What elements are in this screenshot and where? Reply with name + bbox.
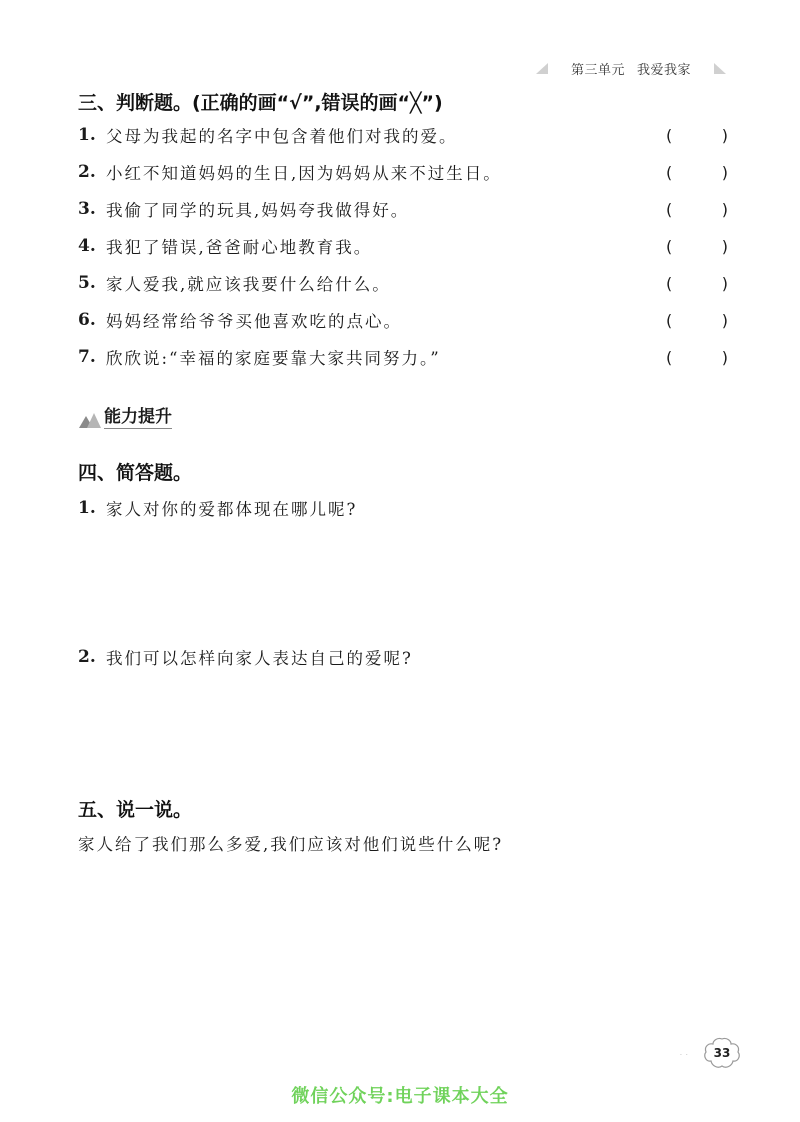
answer-blank[interactable]: ( ) [666, 347, 730, 367]
item-number: 2. [78, 162, 96, 182]
item-text: 我偷了同学的玩具,妈妈夸我做得好。 [106, 201, 410, 220]
header-left-triangle-icon [536, 63, 548, 74]
short-answer-question-1 [78, 495, 730, 521]
answer-blank[interactable]: ( ) [666, 125, 730, 145]
item-number: 7. [78, 347, 96, 367]
mountain-icon [78, 411, 102, 429]
item-number: 5. [78, 273, 96, 293]
item-text: 父母为我起的名字中包含着他们对我的爱。 [106, 127, 458, 146]
item-number: 4. [78, 236, 96, 256]
judge-item-3 [78, 196, 730, 222]
answer-blank[interactable]: ( ) [666, 273, 730, 293]
ability-label: 能力提升 [104, 402, 172, 429]
answer-blank[interactable]: ( ) [666, 162, 730, 182]
item-number: 1. [78, 498, 96, 518]
header-text [571, 59, 691, 78]
page-number: 33 [713, 1046, 731, 1060]
unit-label: 第三单元 [570, 62, 625, 78]
judge-item-2 [78, 159, 730, 185]
short-answer-question-2 [78, 644, 730, 670]
header-right-triangle-icon [714, 63, 726, 74]
item-text: 我们可以怎样向家人表达自己的爱呢? [106, 649, 413, 668]
answer-blank[interactable]: ( ) [666, 199, 730, 219]
answer-blank[interactable]: ( ) [666, 236, 730, 256]
page-number-badge [702, 1036, 742, 1070]
item-number: 1. [78, 125, 96, 145]
judge-item-6 [78, 307, 730, 333]
item-text: 妈妈经常给爷爷买他喜欢吃的点心。 [106, 312, 402, 331]
watermark-text: 微信公众号:电子课本大全 [291, 1086, 509, 1107]
section-4-title: 四、简答题。 [78, 462, 193, 484]
section-3-title: 三、判断题。(正确的画“√”,错误的画“╳”) [78, 92, 443, 114]
item-text: 欣欣说:“幸福的家庭要靠大家共同努力。” [106, 349, 441, 368]
item-text: 我犯了错误,爸爸耐心地教育我。 [106, 238, 373, 257]
judge-item-1 [78, 122, 730, 148]
item-number: 6. [78, 310, 96, 330]
judge-item-4 [78, 233, 730, 259]
item-text: 家人爱我,就应该我要什么给什么。 [106, 275, 391, 294]
judge-item-5 [78, 270, 730, 296]
page-number-dots: · · [680, 1052, 689, 1059]
item-number: 3. [78, 199, 96, 219]
item-text: 小红不知道妈妈的生日,因为妈妈从来不过生日。 [106, 164, 502, 183]
ability-badge [78, 402, 172, 429]
judge-item-7 [78, 344, 730, 370]
page-header [536, 58, 726, 78]
answer-blank[interactable]: ( ) [666, 310, 730, 330]
section-5-prompt: 家人给了我们那么多爱,我们应该对他们说些什么呢? [78, 835, 504, 854]
unit-title: 我爱我家 [637, 62, 692, 78]
section-5-title: 五、说一说。 [78, 799, 193, 821]
item-number: 2. [78, 647, 96, 667]
item-text: 家人对你的爱都体现在哪儿呢? [106, 500, 358, 519]
